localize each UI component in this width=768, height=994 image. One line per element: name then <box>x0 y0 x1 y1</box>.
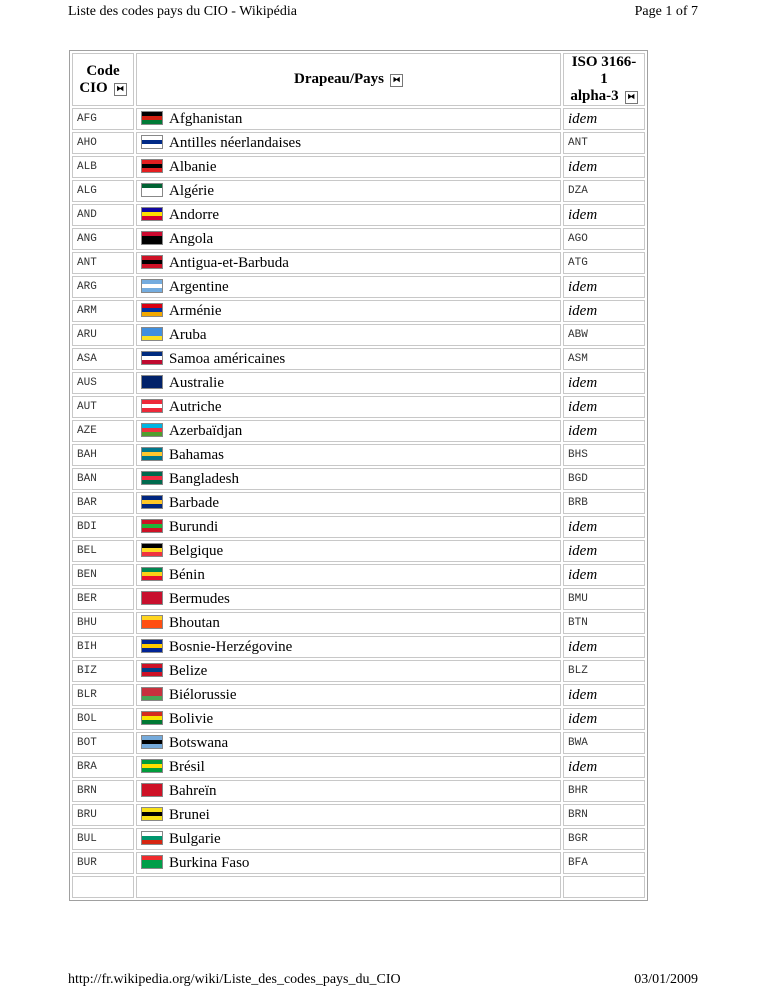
page-footer <box>68 971 698 989</box>
iso-code-cell: BRN <box>563 804 645 826</box>
country-cell <box>136 852 561 874</box>
cio-code-cell: BIZ <box>72 660 134 682</box>
table-row <box>72 588 645 610</box>
country-link[interactable]: Aruba <box>169 327 207 343</box>
country-cell <box>136 708 561 730</box>
iso-code-cell: ATG <box>563 252 645 274</box>
table-row <box>72 132 645 154</box>
table-row <box>72 780 645 802</box>
cio-code-cell: BEL <box>72 540 134 562</box>
cio-code-cell: BLR <box>72 684 134 706</box>
table-row <box>72 228 645 250</box>
cio-code-cell: AUT <box>72 396 134 418</box>
cio-code-cell: AND <box>72 204 134 226</box>
table-row <box>72 852 645 874</box>
country-cell <box>136 492 561 514</box>
country-link[interactable]: Australie <box>169 375 224 391</box>
country-cell <box>136 300 561 322</box>
table-row <box>72 372 645 394</box>
iso-code-cell: BGR <box>563 828 645 850</box>
cio-code-cell: BRA <box>72 756 134 778</box>
flag-icon[interactable] <box>141 351 163 365</box>
country-cell <box>136 588 561 610</box>
empty-cell <box>136 876 561 898</box>
table-row <box>72 468 645 490</box>
iso-code-cell: ABW <box>563 324 645 346</box>
country-link[interactable]: Barbade <box>169 495 219 511</box>
flag-icon[interactable] <box>141 783 163 797</box>
table-row <box>72 516 645 538</box>
flag-icon[interactable] <box>141 135 163 149</box>
flag-icon[interactable] <box>141 255 163 269</box>
cio-code-cell: BUL <box>72 828 134 850</box>
flag-icon[interactable] <box>141 183 163 197</box>
page-title: Liste des codes pays du CIO - Wikipédia <box>68 4 297 19</box>
country-link[interactable]: Brunei <box>169 807 210 823</box>
country-link[interactable]: Afghanistan <box>169 111 243 127</box>
country-cell <box>136 828 561 850</box>
page-number: Page 1 of 7 <box>634 4 698 19</box>
country-link[interactable]: Belize <box>169 663 208 679</box>
iso-code-cell: BGD <box>563 468 645 490</box>
table-row <box>72 660 645 682</box>
table-row <box>72 756 645 778</box>
cio-code-cell: BEN <box>72 564 134 586</box>
country-link[interactable]: Albanie <box>169 159 217 175</box>
iso-code-cell: BLZ <box>563 660 645 682</box>
table-body <box>72 108 645 898</box>
country-cell <box>136 660 561 682</box>
country-cell <box>136 636 561 658</box>
table-row <box>72 684 645 706</box>
country-link[interactable]: Antigua-et-Barbuda <box>169 255 289 271</box>
flag-icon[interactable] <box>141 687 163 701</box>
cio-code-cell: ARM <box>72 300 134 322</box>
cio-code-cell: BRN <box>72 780 134 802</box>
column-header-country[interactable] <box>136 53 561 106</box>
cio-code-cell: ALB <box>72 156 134 178</box>
country-cell <box>136 156 561 178</box>
table-row <box>72 876 645 898</box>
cio-code-cell: AZE <box>72 420 134 442</box>
country-link[interactable]: Autriche <box>169 399 222 415</box>
table-row <box>72 276 645 298</box>
cio-code-cell: BOL <box>72 708 134 730</box>
sort-icon[interactable]: ⧓ <box>114 83 127 96</box>
table-row <box>72 324 645 346</box>
iso-code-cell: BHR <box>563 780 645 802</box>
iso-code-cell: idem <box>563 108 645 130</box>
country-link[interactable]: Belgique <box>169 543 224 559</box>
cio-code-cell: BUR <box>72 852 134 874</box>
table-row <box>72 300 645 322</box>
country-link[interactable]: Burundi <box>169 519 219 535</box>
country-link[interactable]: Biélorussie <box>169 687 237 703</box>
country-link[interactable]: Angola <box>169 231 214 247</box>
table-row <box>72 444 645 466</box>
iso-code-cell: idem <box>563 708 645 730</box>
country-link[interactable]: Antilles néerlandaises <box>169 135 302 151</box>
iso-code-cell: idem <box>563 540 645 562</box>
country-cell <box>136 204 561 226</box>
cio-code-cell: AHO <box>72 132 134 154</box>
iso-code-cell: idem <box>563 300 645 322</box>
column-header-iso[interactable] <box>563 53 645 106</box>
flag-icon[interactable] <box>141 663 163 677</box>
iso-code-cell: idem <box>563 684 645 706</box>
iso-code-cell: BWA <box>563 732 645 754</box>
flag-icon[interactable] <box>141 855 163 869</box>
country-cell <box>136 516 561 538</box>
iso-code-cell: idem <box>563 396 645 418</box>
iso-code-cell: idem <box>563 516 645 538</box>
table-row <box>72 708 645 730</box>
table-row <box>72 492 645 514</box>
country-cell <box>136 396 561 418</box>
table-row <box>72 252 645 274</box>
flag-icon[interactable] <box>141 375 163 389</box>
iso-code-cell: idem <box>563 756 645 778</box>
cio-code-cell: AFG <box>72 108 134 130</box>
country-cell <box>136 180 561 202</box>
column-header-code[interactable] <box>72 53 134 106</box>
country-cell <box>136 108 561 130</box>
flag-icon[interactable] <box>141 615 163 629</box>
sort-icon[interactable]: ⧓ <box>390 74 403 87</box>
country-cell <box>136 804 561 826</box>
empty-cell <box>563 876 645 898</box>
country-cell <box>136 612 561 634</box>
table-row <box>72 204 645 226</box>
flag-icon[interactable] <box>141 231 163 245</box>
country-link[interactable]: Bahreïn <box>169 783 217 799</box>
table-row <box>72 180 645 202</box>
flag-icon[interactable] <box>141 471 163 485</box>
country-link[interactable]: Argentine <box>169 279 229 295</box>
cio-code-cell: ANG <box>72 228 134 250</box>
country-cell <box>136 372 561 394</box>
country-link[interactable]: Bahamas <box>169 447 224 463</box>
flag-icon[interactable] <box>141 591 163 605</box>
flag-icon[interactable] <box>141 423 163 437</box>
iso-code-cell: BTN <box>563 612 645 634</box>
country-cell <box>136 756 561 778</box>
flag-icon[interactable] <box>141 735 163 749</box>
cio-code-cell: AUS <box>72 372 134 394</box>
flag-icon[interactable] <box>141 807 163 821</box>
iso-code-cell: DZA <box>563 180 645 202</box>
flag-icon[interactable] <box>141 207 163 221</box>
flag-icon[interactable] <box>141 111 163 125</box>
country-cell <box>136 252 561 274</box>
flag-icon[interactable] <box>141 279 163 293</box>
cio-code-cell: BDI <box>72 516 134 538</box>
flag-icon[interactable] <box>141 711 163 725</box>
country-cell <box>136 420 561 442</box>
iso-code-cell: AGO <box>563 228 645 250</box>
country-link[interactable]: Burkina Faso <box>169 855 250 871</box>
flag-icon[interactable] <box>141 327 163 341</box>
table-row <box>72 540 645 562</box>
flag-icon[interactable] <box>141 831 163 845</box>
iso-code-cell: idem <box>563 156 645 178</box>
cio-code-cell: BIH <box>72 636 134 658</box>
code-header-line1: Code <box>86 62 120 79</box>
country-cell <box>136 276 561 298</box>
country-link[interactable]: Bosnie-Herzégovine <box>169 639 293 655</box>
cio-code-cell: BAR <box>72 492 134 514</box>
code-header-line2: CIO <box>79 79 108 96</box>
table-row <box>72 612 645 634</box>
empty-cell <box>72 876 134 898</box>
iso-code-cell: ASM <box>563 348 645 370</box>
country-link[interactable]: Bhoutan <box>169 615 220 631</box>
country-codes-table <box>69 50 648 901</box>
country-header-label: Drapeau/Pays <box>294 71 384 87</box>
cio-code-cell: BOT <box>72 732 134 754</box>
country-cell <box>136 444 561 466</box>
iso-header-line1: ISO 3166-1 <box>571 54 637 87</box>
flag-icon[interactable] <box>141 303 163 317</box>
country-cell <box>136 468 561 490</box>
table-row <box>72 732 645 754</box>
iso-code-cell: idem <box>563 420 645 442</box>
table-row <box>72 348 645 370</box>
print-date: 03/01/2009 <box>634 972 698 987</box>
cio-code-cell: ANT <box>72 252 134 274</box>
table-row <box>72 108 645 130</box>
country-link[interactable]: Arménie <box>169 303 222 319</box>
table-header-row <box>72 53 645 106</box>
cio-code-cell: BER <box>72 588 134 610</box>
flag-icon[interactable] <box>141 399 163 413</box>
country-link[interactable]: Bolivie <box>169 711 214 727</box>
iso-header-line2: alpha-3 <box>570 88 619 104</box>
country-cell <box>136 684 561 706</box>
country-link[interactable]: Brésil <box>169 759 205 775</box>
iso-code-cell: BRB <box>563 492 645 514</box>
country-cell <box>136 780 561 802</box>
iso-code-cell: idem <box>563 204 645 226</box>
table-row <box>72 828 645 850</box>
country-link[interactable]: Andorre <box>169 207 219 223</box>
cio-code-cell: BAH <box>72 444 134 466</box>
iso-code-cell: idem <box>563 276 645 298</box>
cio-code-cell: ARG <box>72 276 134 298</box>
table-row <box>72 396 645 418</box>
country-link[interactable]: Botswana <box>169 735 229 751</box>
country-cell <box>136 348 561 370</box>
table-row <box>72 804 645 826</box>
flag-icon[interactable] <box>141 759 163 773</box>
flag-icon[interactable] <box>141 495 163 509</box>
country-cell <box>136 540 561 562</box>
flag-icon[interactable] <box>141 447 163 461</box>
flag-icon[interactable] <box>141 543 163 557</box>
table-row <box>72 156 645 178</box>
flag-icon[interactable] <box>141 567 163 581</box>
cio-code-cell: ASA <box>72 348 134 370</box>
page-url[interactable]: http://fr.wikipedia.org/wiki/Liste_des_codes_pays_du_CIO <box>68 972 401 987</box>
country-link[interactable]: Bulgarie <box>169 831 221 847</box>
cio-code-cell: ARU <box>72 324 134 346</box>
iso-code-cell: BFA <box>563 852 645 874</box>
country-cell <box>136 324 561 346</box>
flag-icon[interactable] <box>141 519 163 533</box>
country-link[interactable]: Algérie <box>169 183 214 199</box>
country-cell <box>136 132 561 154</box>
country-cell <box>136 228 561 250</box>
iso-code-cell: idem <box>563 372 645 394</box>
iso-code-cell: ANT <box>563 132 645 154</box>
country-link[interactable]: Bénin <box>169 567 205 583</box>
iso-code-cell: BMU <box>563 588 645 610</box>
country-cell <box>136 564 561 586</box>
iso-code-cell: idem <box>563 564 645 586</box>
country-link[interactable]: Azerbaïdjan <box>169 423 243 439</box>
cio-code-cell: BRU <box>72 804 134 826</box>
table-row <box>72 636 645 658</box>
country-link[interactable]: Samoa américaines <box>169 351 286 367</box>
cio-code-cell: BAN <box>72 468 134 490</box>
iso-code-cell: BHS <box>563 444 645 466</box>
cio-code-cell: BHU <box>72 612 134 634</box>
country-cell <box>136 732 561 754</box>
country-link[interactable]: Bangladesh <box>169 471 239 487</box>
sort-icon[interactable]: ⧓ <box>625 91 638 104</box>
flag-icon[interactable] <box>141 639 163 653</box>
table-row <box>72 420 645 442</box>
cio-code-cell: ALG <box>72 180 134 202</box>
page-header <box>68 3 698 21</box>
table-row <box>72 564 645 586</box>
country-link[interactable]: Bermudes <box>169 591 230 607</box>
iso-code-cell: idem <box>563 636 645 658</box>
flag-icon[interactable] <box>141 159 163 173</box>
